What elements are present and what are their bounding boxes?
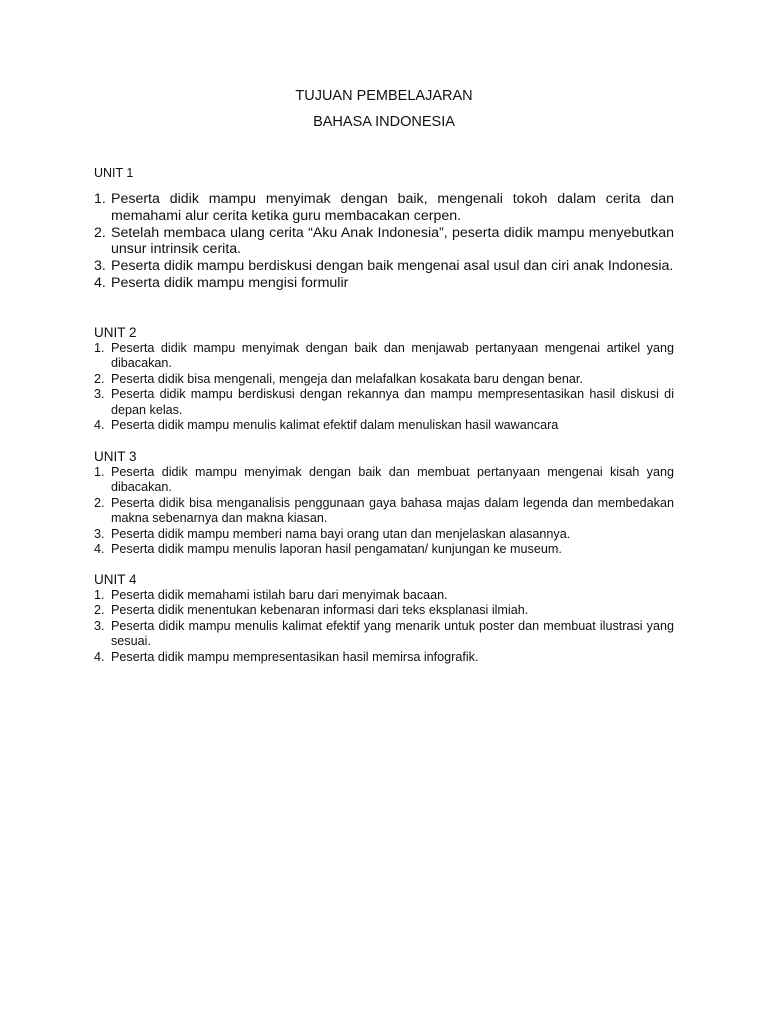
item-number: 1.: [94, 588, 105, 602]
item-text: Peserta didik mampu berdiskusi dengan baik mengenai asal usul dan ciri anak Indonesia.: [111, 258, 674, 275]
list-item: [94, 542, 674, 557]
item-number: 1.: [94, 465, 105, 479]
objective-list: [94, 191, 674, 292]
item-number: 3.: [94, 526, 105, 541]
item-text: Peserta didik menentukan kebenaran informasi dari teks eksplanasi ilmiah.: [111, 603, 529, 618]
item-number: 2.: [94, 603, 105, 618]
list-item: [94, 372, 674, 387]
unit-heading: UNIT 1: [94, 166, 134, 180]
item-number: 2.: [94, 224, 106, 241]
item-number: 1.: [94, 191, 106, 207]
list-item: [94, 527, 674, 542]
title-line-1: TUJUAN PEMBELAJARAN: [295, 88, 473, 104]
document-title: [0, 87, 768, 132]
list-item: [94, 387, 674, 418]
item-text: Peserta didik mampu memberi nama bayi orang utan dan menjelaskan alasannya.: [111, 526, 571, 541]
item-text: Peserta didik mampu mempresentasikan hasil memirsa infografik.: [111, 649, 479, 664]
list-item: [94, 465, 674, 496]
unit-3-section: [94, 449, 674, 557]
item-text: Peserta didik mampu menyimak dengan baik dan menjawab pertanyaan mengenai artikel yang dibacakan.: [111, 341, 674, 371]
list-item: [94, 341, 674, 372]
item-text: Peserta didik mampu menulis laporan hasil pengamatan/ kunjungan ke museum.: [111, 542, 562, 557]
list-item: [94, 191, 674, 225]
item-text: Peserta didik mampu menyimak dengan baik, mengenali tokoh dalam cerita dan memahami alur cerita ketika guru membacakan cerpen.: [111, 191, 674, 224]
item-number: 4.: [94, 418, 105, 433]
item-text: Peserta didik mampu menulis kalimat efektif yang menarik untuk poster dan membuat ilustrasi yang sesuai.: [111, 618, 674, 649]
unit-heading: UNIT 4: [94, 572, 137, 587]
unit-heading: UNIT 2: [94, 325, 137, 340]
objective-list: [94, 341, 674, 433]
item-text: Setelah membaca ulang cerita “Aku Anak Indonesia”, peserta didik mampu menyebutkan unsur intrinsik cerita.: [111, 224, 674, 258]
list-item: [94, 225, 674, 259]
item-text: Peserta didik mampu menulis kalimat efektif dalam menuliskan hasil wawancara: [111, 418, 559, 433]
item-text: Peserta didik bisa mengenali, mengeja dan melafalkan kosakata baru dengan benar.: [111, 371, 583, 386]
item-number: 4.: [94, 649, 105, 664]
item-text: Peserta didik mampu mengisi formulir: [111, 274, 349, 291]
item-number: 2.: [94, 371, 105, 386]
list-item: [94, 619, 674, 650]
item-number: 3.: [94, 387, 105, 402]
item-text: Peserta didik mampu menyimak dengan baik dan membuat pertanyaan mengenai kisah yang dibacakan.: [111, 465, 674, 495]
objective-list: [94, 588, 674, 665]
unit-2-section: [94, 325, 674, 433]
item-number: 1.: [94, 341, 105, 355]
item-number: 2.: [94, 495, 105, 510]
unit-4-section: [94, 572, 674, 665]
list-item: [94, 650, 674, 665]
item-number: 4.: [94, 542, 105, 557]
item-text: Peserta didik bisa menganalisis penggunaan gaya bahasa majas dalam legenda dan membedakan makna sebenarnya dan makna kiasan.: [111, 495, 674, 526]
list-item: [94, 258, 674, 275]
title-line-2: BAHASA INDONESIA: [313, 114, 455, 130]
list-item: [94, 496, 674, 527]
item-number: 4.: [94, 274, 106, 291]
item-number: 3.: [94, 258, 106, 275]
list-item: [94, 603, 674, 618]
list-item: [94, 418, 674, 433]
list-item: [94, 588, 674, 603]
item-text: Peserta didik memahami istilah baru dari menyimak bacaan.: [111, 588, 448, 602]
item-number: 3.: [94, 618, 105, 633]
objective-list: [94, 465, 674, 557]
item-text: Peserta didik mampu berdiskusi dengan rekannya dan mampu mempresentasikan hasil diskusi di depan kelas.: [111, 387, 674, 417]
unit-1-section: [94, 165, 674, 292]
list-item: [94, 275, 674, 292]
unit-heading: UNIT 3: [94, 449, 137, 464]
